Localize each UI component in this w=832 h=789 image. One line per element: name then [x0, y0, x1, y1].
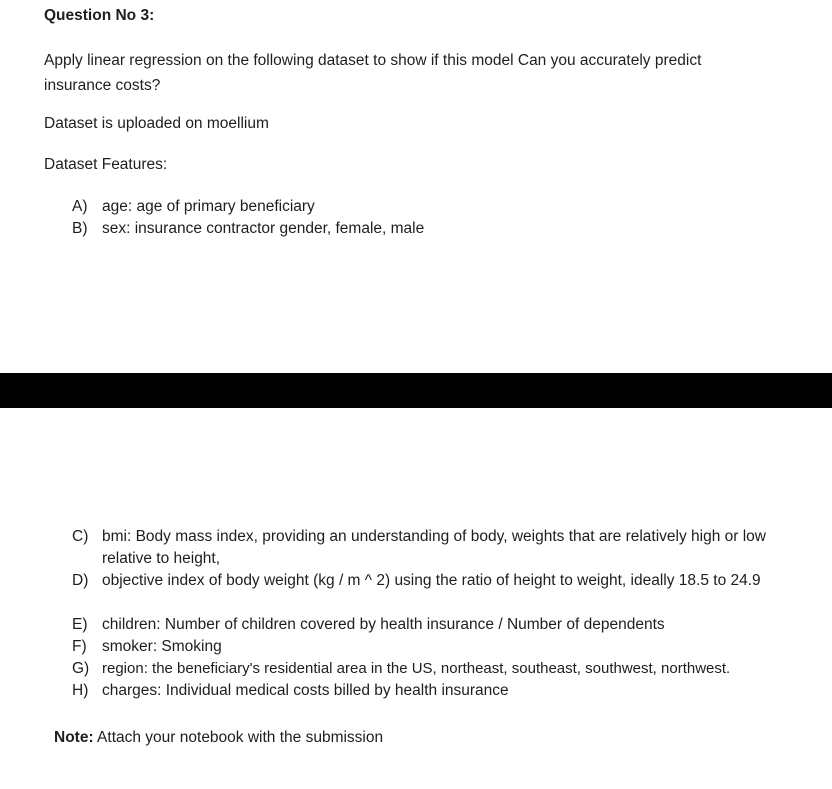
- prompt-text: Apply linear regression on the following dataset to show if this model Can you accurately predict insurance costs?: [44, 52, 702, 94]
- list-item-text: sex: insurance contractor gender, female, male: [102, 220, 425, 237]
- list-marker: C): [72, 528, 89, 545]
- list-marker: B): [72, 220, 88, 237]
- list-marker: D): [72, 572, 89, 589]
- redaction-bar: [0, 373, 832, 408]
- list-marker: G): [72, 660, 90, 677]
- dataset-note: Dataset is uploaded on moellium: [44, 115, 269, 132]
- note: [54, 729, 383, 747]
- list-marker: A): [72, 198, 88, 215]
- list-item-text: age: age of primary beneficiary: [102, 198, 315, 215]
- list-item-text: smoker: Smoking: [102, 638, 222, 655]
- features-heading: Dataset Features:: [44, 156, 168, 173]
- note-label: Note:: [54, 729, 94, 746]
- list-item-text: region: the beneficiary's residential area in the US, northeast, southeast, southwest, northwest.: [102, 660, 731, 677]
- list-item-text: bmi: Body mass index, providing an understanding of body, weights that are relatively high or low relative to height,: [102, 528, 766, 567]
- list-marker: E): [72, 616, 88, 633]
- note-text: Attach your notebook with the submission: [93, 729, 384, 746]
- list-item-text: objective index of body weight (kg / m ^ 2) using the ratio of height to weight, ideally 18.5 to 24.9: [102, 572, 761, 589]
- list-item-text: charges: Individual medical costs billed by health insurance: [102, 682, 509, 699]
- list-marker: F): [72, 638, 87, 655]
- question-title: Question No 3:: [44, 7, 155, 24]
- list-marker: H): [72, 682, 89, 699]
- list-item-text: children: Number of children covered by health insurance / Number of dependents: [102, 616, 665, 633]
